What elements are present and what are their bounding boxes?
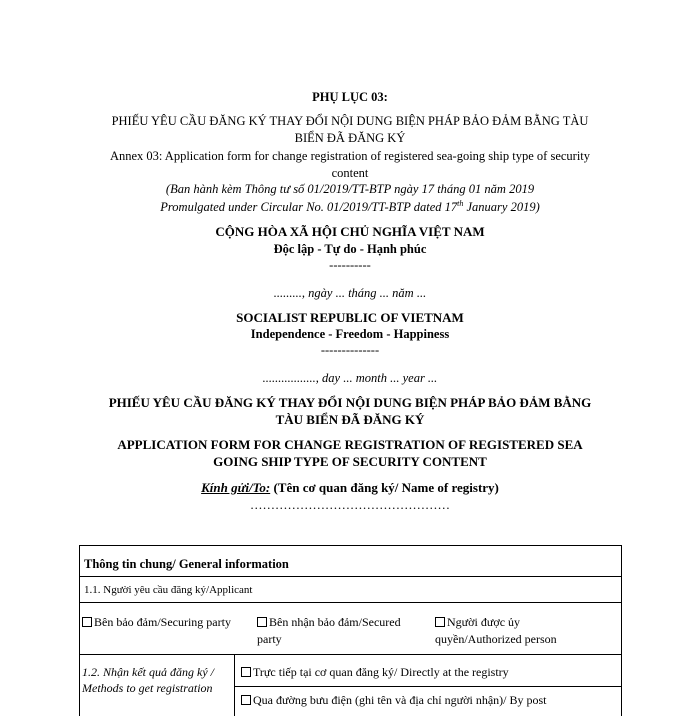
annex-title: PHỤ LỤC 03: xyxy=(312,90,388,104)
recipient-line xyxy=(0,480,700,496)
date-line-en: ................., day ... month ... year ... xyxy=(262,371,438,385)
option-authorized-person-label-2: quyền/Authorized person xyxy=(435,632,557,646)
annex-subtitle-line-2: BIỂN ĐÃ ĐĂNG KÝ xyxy=(294,131,406,145)
issued-note-vn: (Ban hành kèm Thông tư số 01/2019/TT-BTP ngày 17 tháng 01 năm 2019 xyxy=(165,182,535,196)
separator-dashes-2: -------------- xyxy=(320,343,380,357)
row-divider xyxy=(235,686,621,687)
receive-method-label-1: 1.2. Nhận kết quả đăng ký / xyxy=(82,665,214,679)
recipient-dots[interactable]: ………………………………………… xyxy=(250,498,450,512)
option-receive-direct[interactable] xyxy=(241,664,509,680)
issued-note-en xyxy=(0,199,700,215)
recipient-value: (Tên cơ quan đăng ký/ Name of registry) xyxy=(270,480,499,495)
option-receive-direct-label: Trực tiếp tại cơ quan đăng ký/ Directly at the registry xyxy=(253,665,509,679)
checkbox-securing-party[interactable] xyxy=(82,617,92,627)
issued-note-en-prefix: Promulgated under Circular No. 01/2019/TT-BTP dated 17 xyxy=(160,200,458,215)
option-authorized-person-label-1: Người được ủy xyxy=(447,615,521,629)
annex-english-line-1: Annex 03: Application form for change registration of registered sea-going ship type of security xyxy=(109,149,591,163)
checkbox-authorized-person[interactable] xyxy=(435,617,445,627)
form-title-vn-line-2: TÀU BIỂN ĐÃ ĐĂNG KÝ xyxy=(275,412,425,427)
checkbox-secured-party[interactable] xyxy=(257,617,267,627)
issued-note-en-sup: th xyxy=(457,199,464,208)
nation-name-en: SOCIALIST REPUBLIC OF VIETNAM xyxy=(236,310,464,325)
section-general-information-heading xyxy=(84,556,289,572)
annex-subtitle-line-1: PHIẾU YÊU CẦU ĐĂNG KÝ THAY ĐỔI NỘI DUNG BIỆN PHÁP BẢO ĐẢM BẰNG TÀU xyxy=(111,114,589,128)
recipient-label: Kính gửi/To: xyxy=(201,480,271,495)
option-authorized-person[interactable] xyxy=(435,614,520,630)
option-secured-party-label-1: Bên nhận bảo đảm/Secured xyxy=(269,615,401,629)
motto-en: Independence - Freedom - Happiness xyxy=(250,327,450,341)
form-title-en-line-1: APPLICATION FORM FOR CHANGE REGISTRATION OF REGISTERED SEA xyxy=(117,437,583,452)
form-title-en-line-2: GOING SHIP TYPE OF SECURITY CONTENT xyxy=(213,454,487,469)
option-receive-post[interactable] xyxy=(241,692,547,708)
option-securing-party-label: Bên bảo đảm/Securing party xyxy=(94,615,231,629)
option-receive-post-label: Qua đường bưu điện (ghi tên và địa chỉ người nhận)/ By post xyxy=(253,693,547,707)
option-secured-party-label-2: party xyxy=(257,632,282,646)
row-divider xyxy=(80,602,621,603)
date-line-vn: ........., ngày ... tháng ... năm ... xyxy=(273,286,427,300)
option-securing-party[interactable] xyxy=(82,614,231,630)
checkbox-receive-post[interactable] xyxy=(241,695,251,705)
motto-vn: Độc lập - Tự do - Hạnh phúc xyxy=(273,242,427,256)
section-general-information-title: Thông tin chung/ General information xyxy=(84,557,289,571)
form-title-vn-line-1: PHIẾU YÊU CẦU ĐĂNG KÝ THAY ĐỔI NỘI DUNG BIỆN PHÁP BẢO ĐẢM BẰNG xyxy=(108,395,592,410)
general-information-table xyxy=(79,545,622,716)
separator-dashes-1: ---------- xyxy=(329,258,371,272)
checkbox-receive-direct[interactable] xyxy=(241,667,251,677)
annex-english-line-2: content xyxy=(331,166,369,180)
column-divider xyxy=(234,654,235,716)
receive-method-label-2: Methods to get registration xyxy=(82,681,213,695)
issued-note-en-suffix: January 2019) xyxy=(463,200,540,215)
applicant-label: 1.1. Người yêu cầu đăng ký/Applicant xyxy=(84,584,253,596)
row-divider xyxy=(80,576,621,577)
row-divider xyxy=(80,654,621,655)
option-secured-party[interactable] xyxy=(257,614,401,630)
nation-name-vn: CỘNG HÒA XÃ HỘI CHỦ NGHĨA VIỆT NAM xyxy=(215,224,485,239)
